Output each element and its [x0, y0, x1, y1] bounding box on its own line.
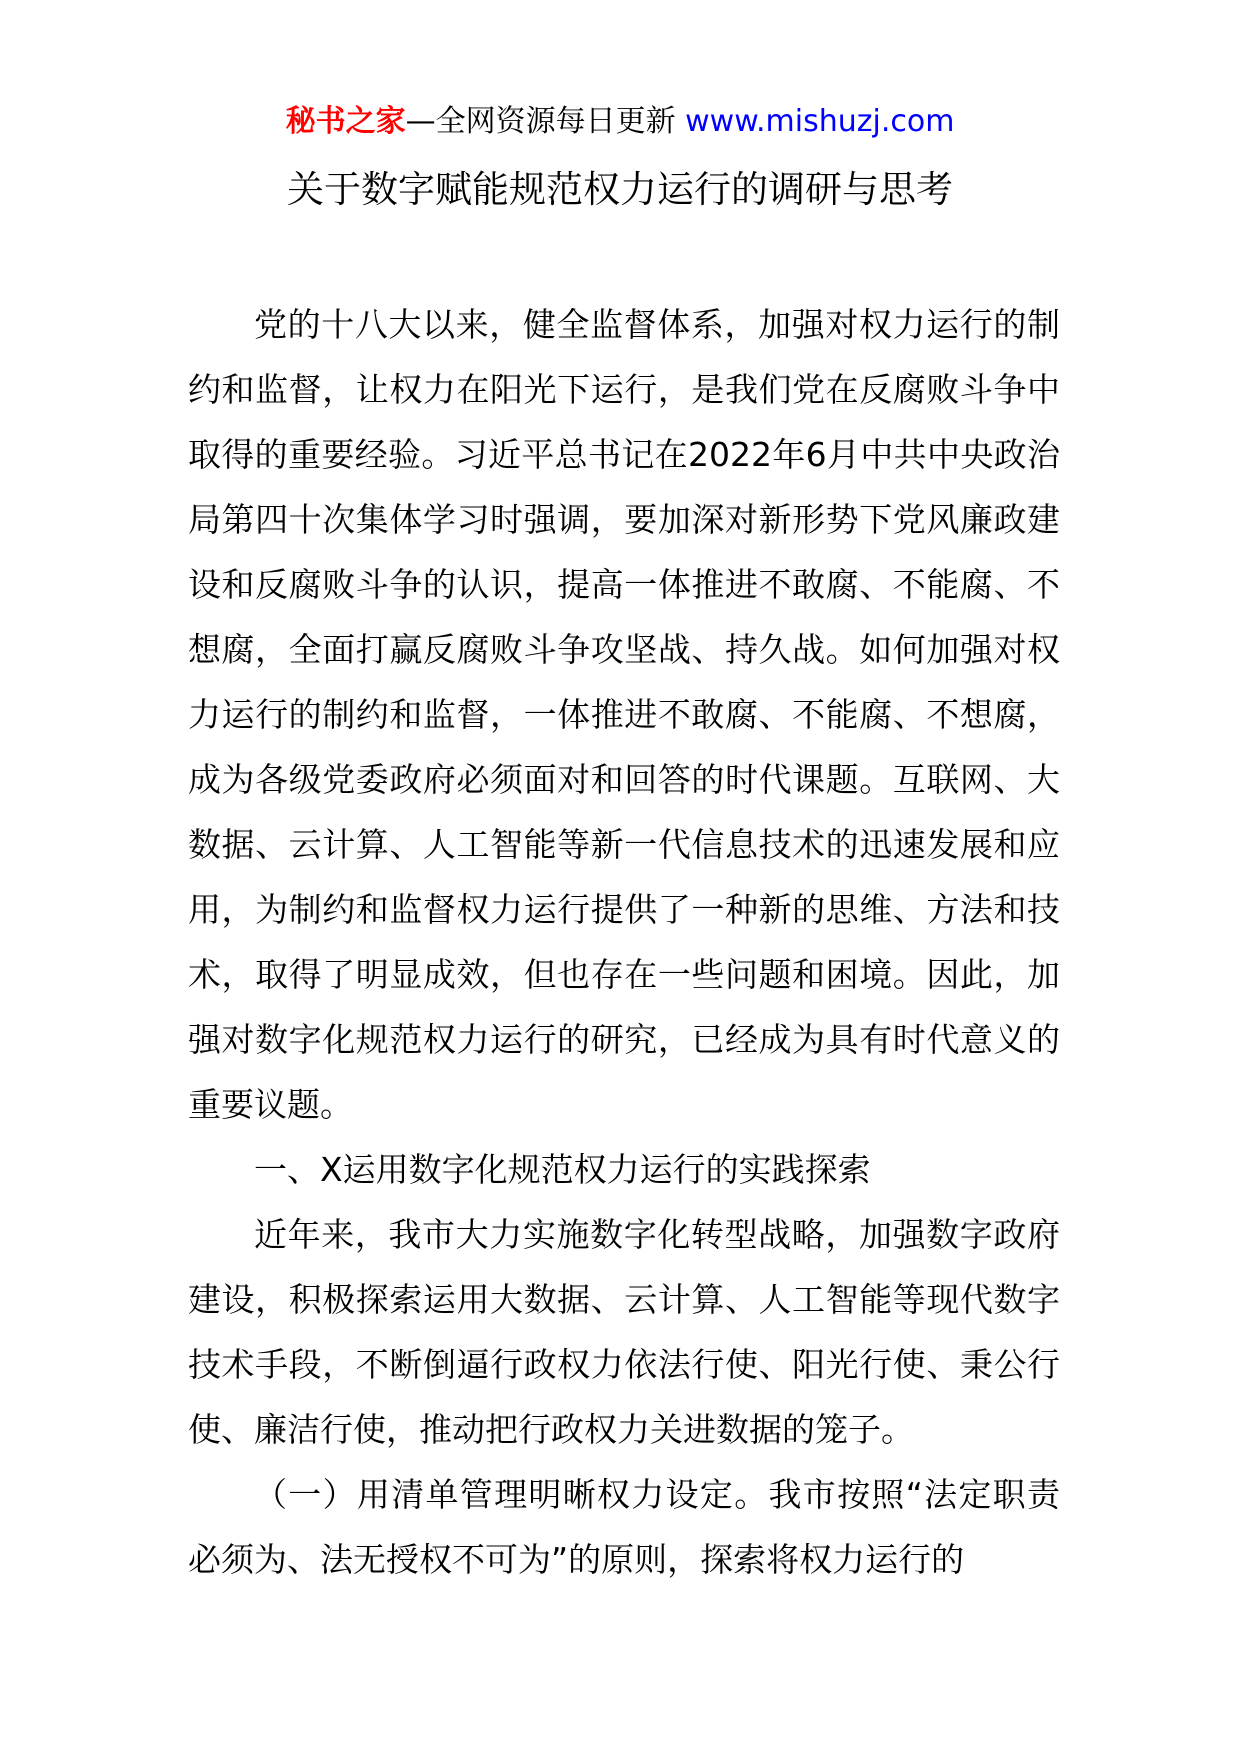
- document-body: [188, 292, 1060, 1592]
- site-slogan: —全网资源每日更新: [405, 104, 676, 139]
- site-brand: 秘书之家: [285, 104, 406, 139]
- section-heading-1: 一、X运用数字化规范权力运行的实践探索: [254, 1150, 871, 1189]
- site-header: [0, 100, 1240, 144]
- document-title: 关于数字赋能规范权力运行的调研与思考: [287, 168, 953, 211]
- paragraph-subsection-1: （一）用清单管理明晰权力设定。我市按照“法定职责必须为、法无授权不可为”的原则，探索将权力运行的: [188, 1475, 1060, 1579]
- paragraph-practice: 近年来，我市大力实施数字化转型战略，加强数字政府建设，积极探索运用大数据、云计算、人工智能等现代数字技术手段，不断倒逼行政权力依法行使、阳光行使、秉公行使、廉洁行使，推动把行政权力关进数据的笼子。: [188, 1215, 1060, 1449]
- site-url-link[interactable]: www.mishuzj.com: [685, 104, 955, 139]
- paragraph-intro: 党的十八大以来，健全监督体系，加强对权力运行的制约和监督，让权力在阳光下运行，是我们党在反腐败斗争中取得的重要经验。习近平总书记在2022年6月中共中央政治局第四十次集体学习时强调，要加深对新形势下党风廉政建设和反腐败斗争的认识，提高一体推进不敢腐、不能腐、不想腐，全面打赢反腐败斗争攻坚战、持久战。如何加强对权力运行的制约和监督，一体推进不敢腐、不能腐、不想腐，成为各级党委政府必须面对和回答的时代课题。互联网、大数据、云计算、人工智能等新一代信息技术的迅速发展和应用，为制约和监督权力运行提供了一种新的思维、方法和技术，取得了明显成效，但也存在一些问题和困境。因此，加强对数字化规范权力运行的研究，已经成为具有时代意义的重要议题。: [188, 305, 1060, 1124]
